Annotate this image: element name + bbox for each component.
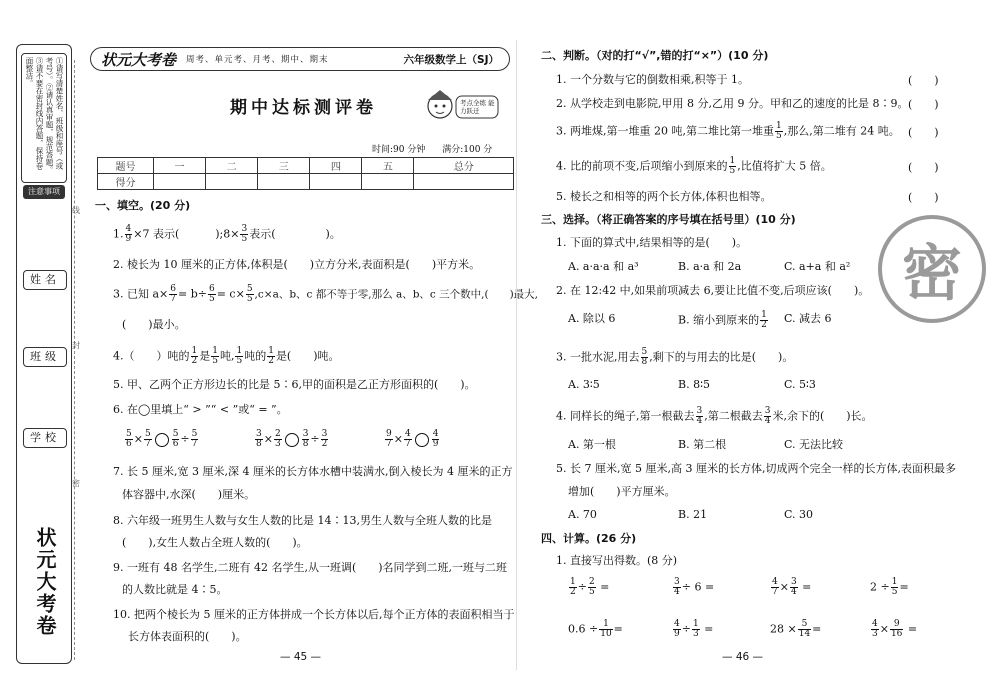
judge-2: 2. 从学校走到电影院,甲用 8 分,乙用 9 分。甲和乙的速度的比是 8∶9。 — [556, 97, 909, 110]
fraction — [404, 430, 412, 449]
denominator: 9 — [432, 439, 439, 449]
operator: × — [133, 432, 143, 446]
calc-item: $\frac{1}{2}$ ÷ $\frac{2}{5}$ = — [570, 577, 610, 597]
denominator: 8 — [256, 439, 262, 449]
judge-4 — [556, 157, 832, 176]
score-header-cell: 四 — [310, 158, 362, 174]
denominator: 3 — [692, 629, 699, 639]
numerator: 5 — [144, 429, 151, 439]
numerator: 4 — [432, 429, 439, 439]
calc-1-title: 1. 直接写出得数。(8 分) — [556, 554, 678, 567]
denominator: 5 — [588, 587, 595, 597]
numerator: 1 — [692, 619, 699, 629]
fraction — [385, 430, 393, 449]
choice-3-text: 3. 一批水泥,用去 — [556, 350, 640, 364]
question-7: 7. 长 5 厘米,宽 3 厘米,深 4 厘米的长方体水槽中装满水,倒入棱长为 4 厘米的正方 — [113, 465, 513, 478]
choice-3-option-b[interactable]: B. 8∶5 — [678, 378, 710, 391]
operator: = — [812, 622, 822, 636]
calc-lead: 2 ÷ — [870, 580, 890, 594]
numerator: 1 — [236, 346, 243, 356]
numerator: 5 — [191, 429, 198, 439]
operator: ÷ — [577, 580, 587, 594]
q4-text: 是( )吨。 — [275, 349, 340, 363]
judge-5-answer[interactable]: ( ) — [908, 191, 939, 204]
score-row-label: 得分 — [98, 174, 154, 190]
denominator: 16 — [890, 629, 903, 639]
fraction — [191, 347, 199, 366]
answer-circle[interactable] — [155, 433, 169, 447]
exam-title: 期中达标测评卷 — [230, 98, 377, 118]
choice-3 — [556, 348, 793, 367]
q4-text: 4.（ ）吨的 — [113, 349, 190, 363]
denominator: 9 — [674, 629, 680, 639]
answer-circle[interactable] — [285, 433, 299, 447]
section-2-title: 二、判断。（对的打“√”,错的打“×”）(10 分) — [541, 49, 769, 62]
fraction — [267, 347, 275, 366]
q3-text: 3. 已知 a× — [113, 287, 169, 301]
denominator: 6 — [126, 439, 132, 449]
numerator: 1 — [761, 310, 767, 320]
fraction — [729, 157, 737, 176]
denominator: 5 — [246, 294, 253, 304]
strip-logo: 状元大考卷 — [33, 527, 57, 637]
operator: ÷ — [310, 432, 320, 446]
fraction — [599, 620, 612, 639]
full-score: 满分:100 分 — [442, 145, 493, 155]
question-2: 2. 棱长为 10 厘米的正方体,体积是( )立方分米,表面积是( )平方米。 — [113, 258, 481, 271]
fraction — [790, 578, 798, 597]
denominator: 2 — [191, 356, 198, 366]
choice-3-option-c[interactable]: C. 5∶3 — [784, 378, 816, 391]
denominator: 2 — [570, 587, 576, 597]
numerator: 5 — [126, 429, 132, 439]
score-cell[interactable] — [258, 174, 310, 190]
denominator: 7 — [144, 439, 151, 449]
choice-1: 1. 下面的算式中,结果相等的是( )。 — [556, 236, 748, 249]
fraction — [891, 578, 899, 597]
fraction — [692, 620, 700, 639]
denominator: 2 — [268, 356, 274, 366]
numerator: 2 — [274, 429, 281, 439]
denominator: 7 — [386, 439, 392, 449]
time-limit: 时间:90 分钟 — [372, 145, 426, 155]
fraction — [302, 430, 310, 449]
denominator: 5 — [891, 587, 898, 597]
fraction — [673, 578, 681, 597]
section-1-title: 一、填空。(20 分) — [95, 199, 191, 212]
denominator: 14 — [798, 629, 811, 639]
choice-5: 5. 长 7 厘米,宽 5 厘米,高 3 厘米的长方体,切成两个完全一样的长方体,表面积最多 — [556, 462, 956, 475]
seal-char-1: 线 — [72, 206, 80, 215]
judge-1: 1. 一个分数与它的倒数相乘,积等于 1。 — [556, 73, 749, 86]
question-3 — [113, 285, 538, 304]
fraction — [871, 620, 879, 639]
fraction — [235, 347, 243, 366]
numerator: 1 — [212, 346, 218, 356]
fraction — [255, 430, 263, 449]
judge-1-answer[interactable]: ( ) — [908, 74, 939, 87]
choice-1-option-b[interactable]: B. a·a 和 2a — [678, 260, 742, 273]
denominator: 7 — [170, 294, 176, 304]
fraction — [125, 225, 133, 244]
score-cell[interactable] — [206, 174, 258, 190]
operator: × — [879, 622, 889, 636]
score-header-cell: 五 — [362, 158, 414, 174]
q3-text: ,c×a、b、c 都不等于零,那么 a、b、c 三个数中,( )最大, — [254, 288, 539, 301]
score-header-cell: 三 — [258, 158, 310, 174]
question-10-cont: 长方体表面积的( )。 — [128, 630, 247, 643]
fraction — [569, 578, 577, 597]
judge-5: 5. 棱长之和相等的两个长方体,体积也相等。 — [556, 190, 772, 203]
score-value-row — [98, 174, 514, 190]
numerator: 3 — [674, 577, 680, 587]
choice-4-text: 4. 同样长的绳子,第一根截去 — [556, 409, 695, 423]
notice-text: ①请写清楚姓名、班级和座号（或考号）。②请认真审题，规范答题。③请不要在密封线内答题，保持卷面整洁。 — [25, 57, 64, 174]
class-label: 班级 — [23, 347, 67, 367]
fraction — [211, 347, 219, 366]
score-table — [97, 157, 514, 190]
denominator: 5 — [212, 356, 218, 366]
numerator: 3 — [321, 429, 328, 439]
fraction — [246, 285, 254, 304]
question-7-cont: 体容器中,水深( )厘米。 — [122, 488, 256, 501]
denominator: 8 — [302, 439, 309, 449]
fraction — [432, 430, 440, 449]
numerator: 4 — [404, 429, 411, 439]
choice-2-option-b[interactable] — [678, 311, 769, 330]
q1-prefix: 1. — [113, 227, 124, 241]
fraction — [673, 620, 681, 639]
numerator: 3 — [696, 406, 703, 416]
compare-item-1 — [124, 430, 199, 449]
denominator: 5 — [729, 166, 736, 176]
denominator: 5 — [241, 234, 248, 244]
fraction — [588, 578, 596, 597]
denominator: 4 — [696, 416, 703, 426]
numerator: 1 — [599, 620, 612, 630]
numerator: 1 — [775, 121, 782, 131]
question-3-cont: ( )最小。 — [122, 318, 186, 331]
choice-5-cont: 增加( )平方厘米。 — [568, 485, 676, 498]
denominator: 7 — [404, 439, 411, 449]
binding-strip — [16, 44, 72, 664]
calc-item — [870, 578, 909, 597]
page-number-right: — 46 — — [722, 651, 764, 663]
numerator: 4 — [674, 619, 680, 629]
operator: × — [393, 432, 403, 446]
operator: ÷ — [180, 432, 190, 446]
numerator: 6 — [170, 284, 176, 294]
choice-4 — [556, 407, 873, 426]
denominator: 3 — [872, 629, 878, 639]
choice-4-text: ,第二根截去 — [704, 409, 763, 423]
numerator: 5 — [246, 284, 253, 294]
q1-text-3: 表示( — [249, 227, 276, 241]
seal-line — [74, 60, 75, 660]
fraction — [169, 285, 177, 304]
numerator: 9 — [890, 620, 903, 630]
judge-4-text: 4. 比的前项不变,后项缩小到原来的 — [556, 159, 728, 173]
fraction — [771, 578, 779, 597]
numerator: 4 — [872, 619, 878, 629]
grade-label: 六年级数学上（SJ） — [403, 53, 499, 66]
choice-1-option-a[interactable]: A. a·a·a 和 a³ — [568, 260, 639, 273]
choice-4-option-a[interactable]: A. 第一根 — [568, 438, 616, 451]
school-label: 学校 — [23, 428, 67, 448]
denominator: 7 — [772, 587, 778, 597]
score-header-cell: 总分 — [414, 158, 514, 174]
numerator: 5 — [641, 347, 648, 357]
numerator: 3 — [790, 577, 797, 587]
choice-3-option-a[interactable]: A. 3∶5 — [568, 378, 600, 391]
question-8-cont: ( ),女生人数占全班人数的( )。 — [122, 536, 308, 549]
fraction — [890, 620, 903, 639]
question-1 — [113, 225, 341, 244]
numerator: 4 — [772, 577, 778, 587]
numerator: 1 — [191, 346, 198, 356]
fraction — [191, 430, 199, 449]
choice-5-option-c[interactable]: C. 30 — [784, 508, 814, 521]
judge-3-text: ,那么,第二堆有 24 吨。 — [783, 124, 900, 138]
choice-2: 2. 在 12:42 中,如果前项减去 6,要让比值不变,后项应该( )。 — [556, 284, 870, 297]
section-3-title: 三、选择。（将正确答案的序号填在括号里）(10 分) — [541, 213, 796, 226]
denominator: 3 — [274, 439, 281, 449]
seal-stamp-char: 密 — [902, 239, 962, 309]
operator: ÷ — [681, 622, 691, 636]
denominator: 9 — [125, 234, 132, 244]
brand-logo: 状元大考卷 — [101, 50, 177, 69]
denominator: 4 — [790, 587, 797, 597]
operator: ÷ 6 = — [681, 580, 715, 594]
notice-box — [21, 53, 67, 183]
denominator: 8 — [641, 357, 648, 367]
section-4-title: 四、计算。(26 分) — [541, 532, 637, 545]
seal-stamp — [878, 215, 986, 323]
judge-3-text: 3. 两堆煤,第一堆重 20 吨,第二堆比第一堆重 — [556, 124, 774, 138]
q1-text-2: );8× — [215, 227, 240, 241]
fraction — [764, 407, 772, 426]
fraction — [240, 225, 248, 244]
seal-char-2: 封 — [72, 341, 80, 350]
score-cell[interactable] — [362, 174, 414, 190]
q3-text: = c× — [216, 287, 245, 301]
numerator: 5 — [798, 620, 811, 630]
numerator: 3 — [241, 224, 248, 234]
numerator: 1 — [891, 577, 898, 587]
score-cell[interactable] — [414, 174, 514, 190]
time-info — [372, 142, 492, 155]
choice-4-option-c[interactable]: C. 无法比较 — [784, 438, 844, 451]
fraction — [274, 430, 282, 449]
numerator: 3 — [302, 429, 309, 439]
numerator: 3 — [764, 406, 771, 416]
page-fold — [516, 40, 517, 670]
question-6: 6. 在◯里填上“ > ”“ < ”或“ = ”。 — [113, 403, 288, 416]
calc-item: $\frac{4}{7}$ × $\frac{3}{4}$ = — [772, 577, 812, 597]
denominator: 4 — [674, 587, 680, 597]
score-cell[interactable] — [154, 174, 206, 190]
fraction — [798, 620, 811, 639]
page-header — [90, 47, 510, 71]
denominator: 4 — [764, 416, 771, 426]
fraction — [172, 430, 180, 449]
numerator: 1 — [729, 156, 736, 166]
fraction — [775, 122, 783, 141]
calc-item — [770, 620, 821, 639]
fraction — [321, 430, 329, 449]
name-label: 姓名 — [23, 270, 67, 290]
choice-4-text: 米,余下的( )长。 — [772, 409, 873, 423]
denominator: 5 — [208, 294, 215, 304]
question-8: 8. 六年级一班男生人数与女生人数的比是 14∶13,男生人数与全班人数的比是 — [113, 514, 492, 527]
fraction — [641, 348, 649, 367]
fraction — [125, 430, 133, 449]
question-4 — [113, 347, 340, 366]
numerator: 6 — [208, 284, 215, 294]
score-header-row — [98, 158, 514, 174]
question-9: 9. 一班有 48 名学生,二班有 42 名学生,从一班调( )名同学到二班,一班与二班 — [113, 561, 508, 574]
score-cell[interactable] — [310, 174, 362, 190]
q3-text: = b÷ — [178, 287, 207, 301]
operator: × — [779, 580, 789, 594]
compare-item-3 — [384, 430, 440, 449]
denominator: 5 — [236, 356, 243, 366]
numerator: 3 — [256, 429, 262, 439]
numerator: 1 — [570, 577, 576, 587]
denominator: 2 — [761, 320, 767, 330]
fraction — [760, 311, 768, 330]
calc-lead: 28 × — [770, 622, 797, 636]
question-5: 5. 甲、乙两个正方形边长的比是 5∶6,甲的面积是乙正方形面积的( )。 — [113, 378, 476, 391]
fraction — [696, 407, 704, 426]
series-text: 周考、单元考、月考、期中、期末 — [186, 55, 329, 65]
q4-text: 吨, — [219, 349, 235, 363]
page-number-left: — 45 — — [280, 651, 322, 663]
notice-tag: 注意事项 — [23, 185, 65, 199]
numerator: 5 — [172, 429, 179, 439]
operator: × — [263, 432, 273, 446]
numerator: 9 — [386, 429, 392, 439]
q1-text: ×7 表示( — [133, 227, 180, 241]
denominator: 6 — [172, 439, 179, 449]
choice-2-option-a[interactable]: A. 除以 6 — [568, 312, 616, 325]
q1-end: )。 — [325, 227, 341, 241]
operator: = — [899, 580, 909, 594]
score-header-cell: 题号 — [98, 158, 154, 174]
answer-circle[interactable] — [415, 433, 429, 447]
fraction — [144, 430, 152, 449]
denominator: 7 — [191, 439, 198, 449]
seal-char-3: 密 — [72, 479, 80, 488]
choice-1-option-c[interactable]: C. a+a 和 a² — [784, 260, 851, 273]
numerator: 2 — [588, 577, 595, 587]
q4-text: 是 — [199, 349, 211, 363]
judge-4-text: ,比值将扩大 5 倍。 — [737, 159, 832, 173]
choice-3-text: ,剩下的与用去的比是( )。 — [649, 350, 794, 364]
choice-2-option-c[interactable]: C. 减去 6 — [784, 312, 832, 325]
calc-lead: 0.6 ÷ — [568, 622, 599, 636]
judge-3 — [556, 122, 900, 141]
denominator: 10 — [600, 629, 612, 639]
fraction — [208, 285, 216, 304]
choice-5-option-b[interactable]: B. 21 — [678, 508, 708, 521]
calc-item: $\frac{4}{9}$ ÷ $\frac{1}{3}$ = — [674, 619, 714, 639]
judge-2-answer[interactable]: ( ) — [908, 98, 939, 111]
calc-item — [672, 578, 714, 597]
choice-4-option-b[interactable]: B. 第二根 — [678, 438, 727, 451]
denominator: 2 — [321, 439, 328, 449]
question-9-cont: 的人数比就是 4∶5。 — [122, 583, 228, 596]
choice-5-option-a[interactable]: A. 70 — [568, 508, 597, 521]
denominator: 5 — [775, 131, 782, 141]
calc-item — [568, 620, 623, 639]
calc-item: $\frac{4}{3}$ × $\frac{9}{16}$ = — [872, 619, 918, 639]
score-header-cell: 二 — [206, 158, 258, 174]
question-10: 10. 把两个棱长为 5 厘米的正方体拼成一个长方体以后,每个正方体的表面积相当于 — [113, 608, 515, 621]
score-header-cell: 一 — [154, 158, 206, 174]
judge-3-answer[interactable]: ( ) — [908, 126, 939, 139]
compare-item-2 — [254, 430, 329, 449]
mascot-text: 考点全练 能力跃迁 — [460, 99, 495, 115]
option-text: B. 缩小到原来的 — [678, 313, 760, 327]
operator: = — [613, 622, 623, 636]
numerator: 1 — [268, 346, 274, 356]
numerator: 4 — [125, 224, 132, 234]
q4-text: 吨的 — [244, 349, 267, 363]
judge-4-answer[interactable]: ( ) — [908, 161, 939, 174]
